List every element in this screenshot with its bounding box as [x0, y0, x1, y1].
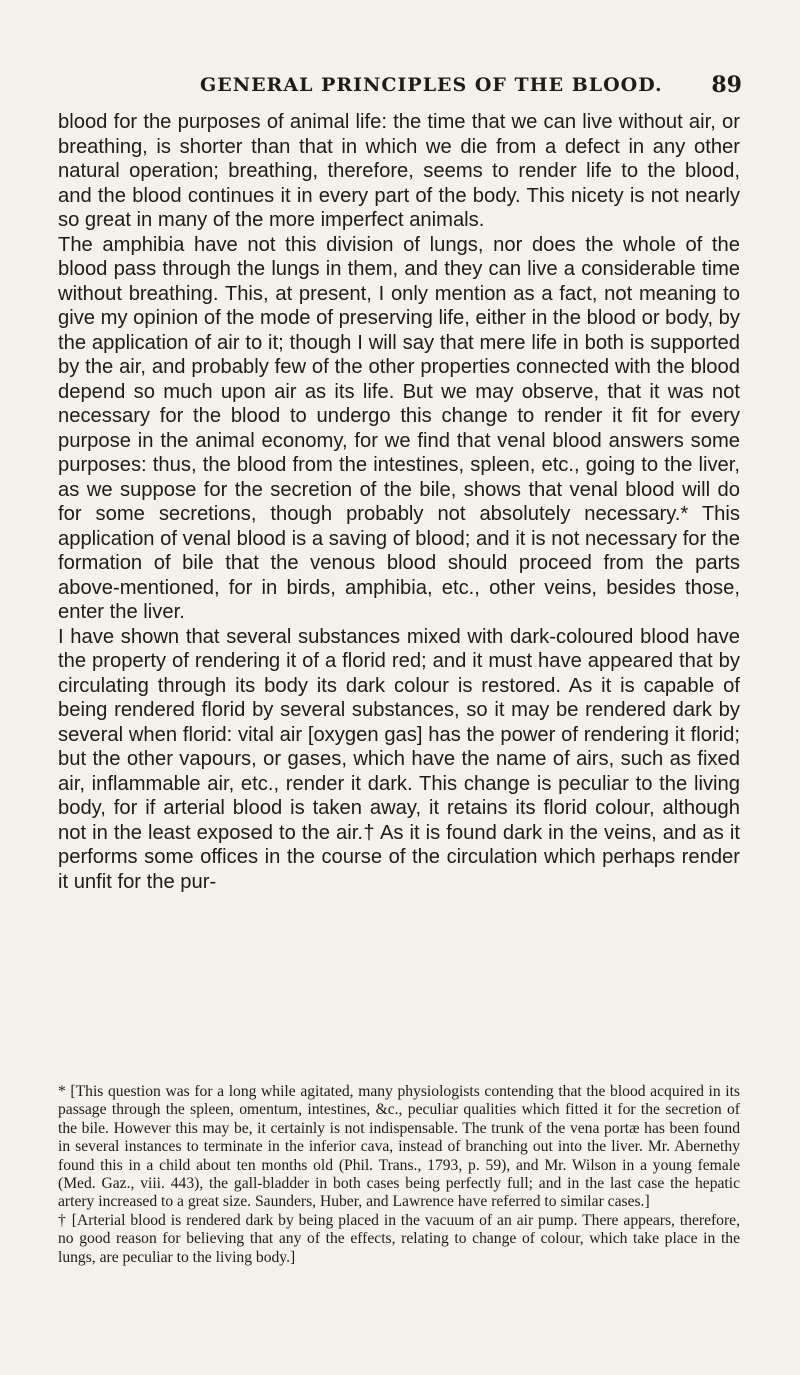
footnotes	[58, 1083, 740, 1267]
footnote-dagger: † [Arterial blood is rendered dark by being placed in the vacuum of an air pump. There appears, therefore, no good reason for believing that any of the effects, relating to change of colour, which take place in the lungs, are peculiar to the living body.]	[58, 1211, 740, 1266]
page-number: 89	[711, 72, 742, 98]
footnote-asterisk: * [This question was for a long while agitated, many physiologists contending that the blood acquired in its passage through the spleen, omentum, intestines, &c., peculiar qualities which fitted it for the secretion of the bile. However this may be, it certainly is not indispensable. The trunk of the vena portæ has been found in several instances to terminate in the inferior cava, instead of branching out into the liver. Mr. Abernethy found this in a child about ten months old (Phil. Trans., 1793, p. 59), and Mr. Wilson in a young female (Med. Gaz., viii. 443), the gall-bladder in both cases being perfectly full; and in the last case the hepatic artery increased to a great size. Saunders, Huber, and Lawrence have referred to similar cases.]	[58, 1083, 740, 1211]
body-text	[58, 110, 740, 894]
paragraph-3: I have shown that several substances mixed with dark-coloured blood have the property of rendering it of a florid red; and it must have appeared that by circulating through its body its dark colour is restored. As it is capable of being rendered florid by several substances, so it may be rendered dark by several when florid: vital air [oxygen gas] has the power of rendering it florid; but the other vapours, or gases, which have the name of airs, such as fixed air, inflammable air, etc., render it dark. This change is peculiar to the living body, for if arterial blood is taken away, it retains its florid colour, although not in the least exposed to the air.† As it is found dark in the veins, and as it performs some offices in the course of the circulation which perhaps render it unfit for the pur-	[58, 625, 740, 893]
paragraph-2: The amphibia have not this division of lungs, nor does the whole of the blood pass through the lungs in them, and they can live a considerable time without breathing. This, at present, I only mention as a fact, not meaning to give my opinion of the mode of preserving life, either in the blood or body, by the application of air to it; though I will say that mere life in both is supported by the air, and probably few of the other properties connected with the blood depend so much upon air as its life. But we may observe, that it was not necessary for the blood to undergo this change to render it fit for every purpose in the animal economy, for we find that venal blood answers some purposes: thus, the blood from the intestines, spleen, etc., going to the liver, as we suppose for the secretion of the bile, shows that venal blood will do for some secretions, though probably not absolutely necessary.* This application of venal blood is a saving of blood; and it is not necessary for the formation of bile that the venous blood should proceed from the parts above-mentioned, for in birds, amphibia, etc., other veins, besides those, enter the liver.	[58, 233, 740, 623]
running-head	[0, 70, 800, 100]
paragraph-1: blood for the purposes of animal life: the time that we can live without air, or breathing, is shorter than that in which we die from a defect in any other natural operation; breathing, therefore, seems to render life to the blood, and the blood continues it in every part of the body. This nicety is not nearly so great in many of the more imperfect animals.	[58, 111, 740, 231]
running-title: GENERAL PRINCIPLES OF THE BLOOD.	[200, 74, 663, 96]
